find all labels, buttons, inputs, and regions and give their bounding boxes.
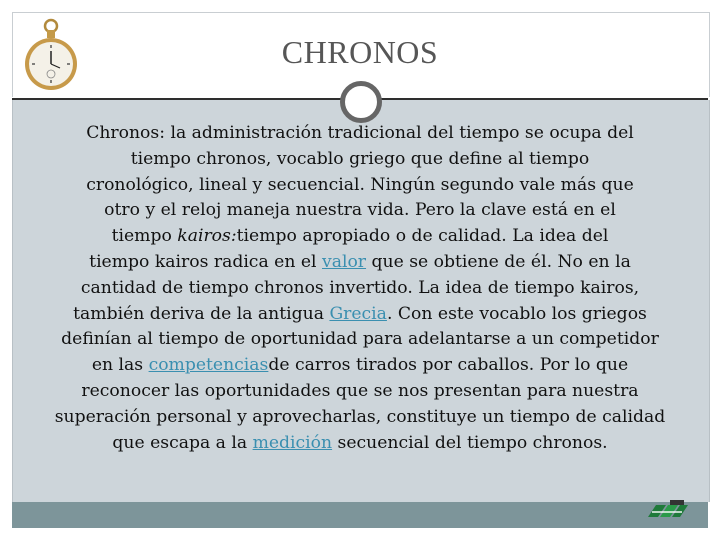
kairos-term: kairos:	[177, 226, 237, 247]
text-line: otro y el reloj maneja nuestra vida. Pero la clave está en el	[104, 200, 616, 221]
text-line: reconocer las oportunidades que se nos presentan para nuestra	[81, 380, 639, 401]
text-line	[26, 250, 694, 276]
text-fragment: tiempo kairos radica en el	[89, 251, 322, 272]
text-line	[26, 302, 694, 328]
text-fragment: secuencial del tiempo chronos.	[332, 432, 608, 453]
link-medicion[interactable]: medición	[252, 432, 333, 453]
link-valor[interactable]: valor	[322, 251, 367, 272]
brand-logo-icon	[646, 497, 690, 519]
text-line: tiempo chronos, vocablo griego que define al tiempo	[130, 148, 590, 169]
text-line: cantidad de tiempo chronos invertido. La idea de tiempo kairos,	[80, 277, 640, 298]
text-line: definían al tiempo de oportunidad para adelantarse a un competidor	[61, 329, 659, 350]
text-fragment: . Con este vocablo los griegos	[386, 303, 647, 324]
text-fragment: también deriva de la antigua	[73, 303, 330, 324]
text-fragment: que se obtiene de él. No en la	[366, 251, 631, 272]
text-fragment: tiempo apropiado o de calidad. La idea del	[236, 226, 609, 247]
link-competencias[interactable]: competencias	[148, 355, 269, 376]
text-fragment: tiempo	[111, 226, 178, 247]
text-fragment: de carros tirados por caballos. Por lo que	[268, 355, 629, 376]
text-line: cronológico, lineal y secuencial. Ningún segundo vale más que	[86, 174, 634, 195]
ring-ornament-icon	[340, 81, 382, 123]
text-line	[26, 353, 694, 379]
text-line	[26, 431, 694, 457]
text-fragment: que escapa a la	[112, 432, 253, 453]
text-line	[26, 224, 694, 250]
footer-band	[12, 502, 708, 528]
body-paragraph	[26, 121, 694, 456]
text-fragment: en las	[91, 355, 149, 376]
text-line: superación personal y aprovecharlas, constituye un tiempo de calidad	[54, 406, 666, 427]
text-line: Chronos: la administración tradicional del tiempo se ocupa del	[86, 123, 634, 143]
slide-title: CHRONOS	[281, 34, 439, 70]
link-grecia[interactable]: Grecia	[329, 303, 387, 324]
